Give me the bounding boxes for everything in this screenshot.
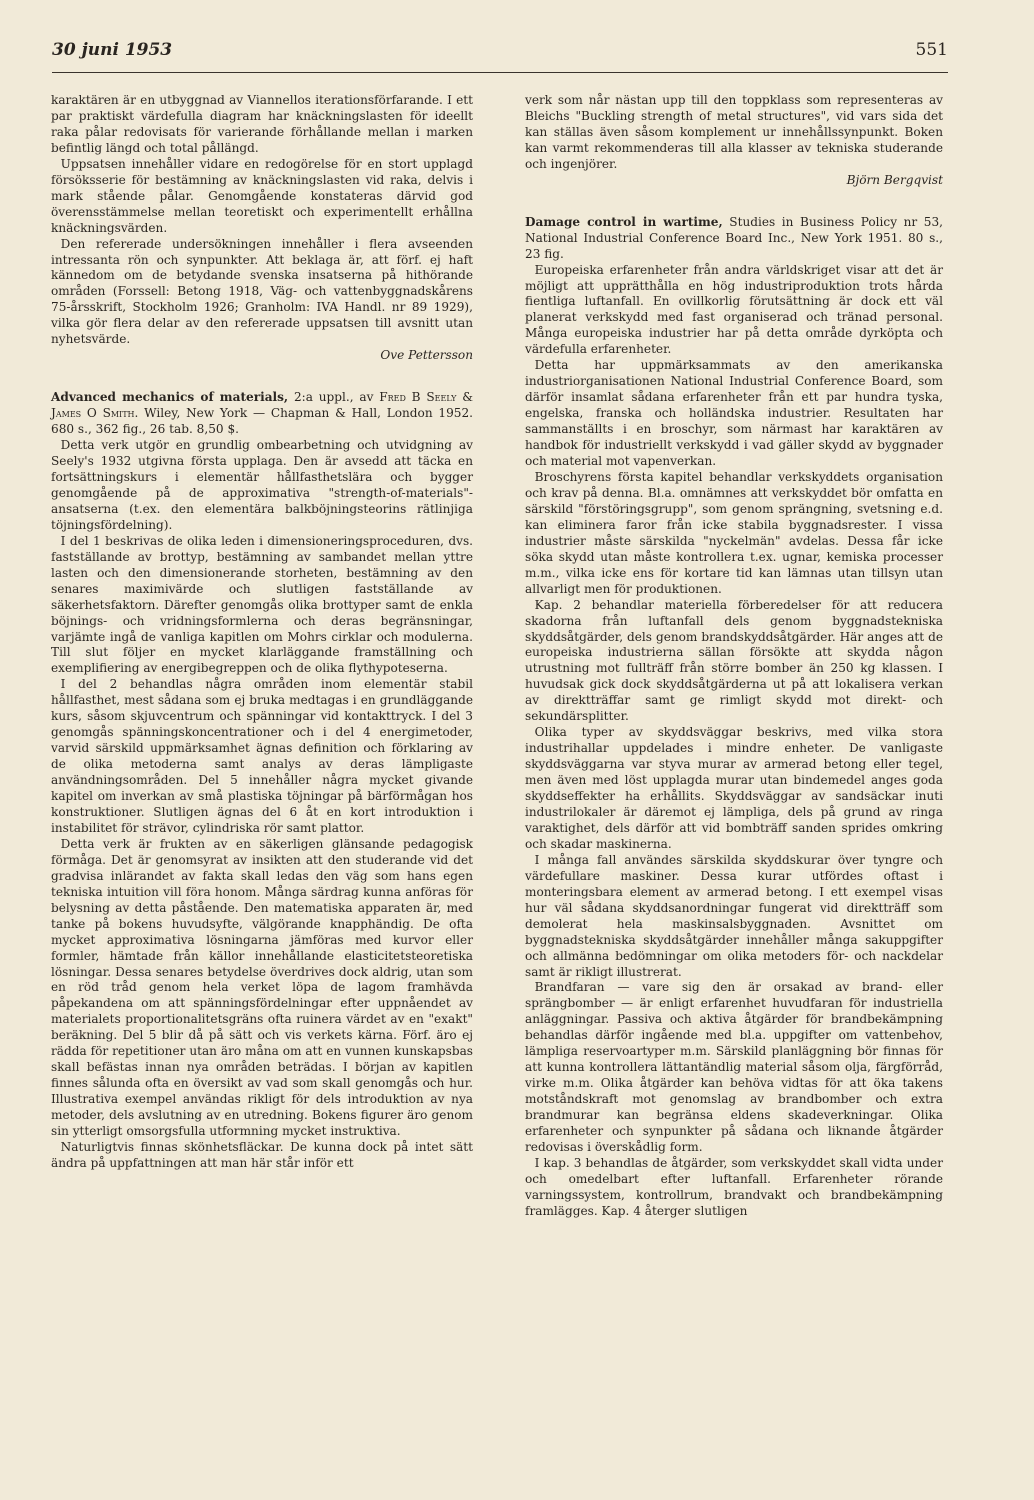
review-paragraph: Uppsatsen innehåller vidare en redogörelse för en stort upplagd försöksserie för bestämning av knäckningslasten vid raka, delvis i mark stående pålar. Genomgående konstateras därvid god överensstämmelse mellan teoretiskt och experimentellt erhållna knäckningsvärden. bbox=[51, 156, 473, 235]
review-paragraph: I kap. 3 behandlas de åtgärder, som verkskyddet skall vidta under och omedelbart efter luftanfall. Erfarenheter rörande varningssystem, kontrollrum, brandvakt och brandbekämpning framlägges. Kap. 4 återger slutligen bbox=[525, 1155, 943, 1218]
review-paragraph: Brandfaran — vare sig den är orsakad av brand- eller sprängbomber — är enligt erfarenhet huvudfaran för industriella anläggningar. Passiva och aktiva åtgärder för brandbekämpning behandlas därför ingående med bl.a. uppgifter om vattenbehov, lämpliga reservoartyper m.m. Särskild planläggning bör finnas för att kunna kontrollera lättantändlig material såsom olja, färgförråd, virke m.m. Olika åtgärder kan behöva vidtas för att öka takens motståndskraft mot genomslag av brandbomber och extra brandmurar kan begränsa eldens skadeverkningar. Olika erfarenheter och synpunkter på sådana och liknande åtgärder redovisas i överskådlig form. bbox=[525, 980, 943, 1154]
review-paragraph: Detta har uppmärksammats av den amerikanska industriorganisationen National Industrial Conference Board, som därför insamlat sådana erfarenheter från ett par hundra tyska, engelska, franska och holländska industrier. Resultaten har sammanställts i en broschyr, som närmast har karaktären av handbok för industriellt verkskydd i vad gäller skydd av byggnader och material mot vapenverkan. bbox=[525, 358, 943, 469]
section-gap bbox=[525, 189, 943, 215]
review-paragraph: Detta verk är frukten av en säkerligen glänsande pedagogisk förmåga. Det är genomsyrat av insikten att den studerande vid det gradvisa inlärandet av fakta skall ledas den väg som hans egen tekniska intuition vill föra honom. Många särdrag kunna anföras för belysning av detta påstående. Den matematiska apparaten är, med tanke på bokens huvudsyfte, välgörande knapphändig. De ofta mycket approximativa lösningarna jämföras med kurvor eller formler, hämtade från källor innehållande elasticitetsteoretiska lösningar. Dessa senares betydelse överdrives dock aldrig, utan som en röd tråd genom hela verket löpa de lagom framhävda påpekandena om att spänningsfördelningar efter uppnåendet av materialets proportionalitetsgräns ofta ruinera värdet av en "exakt" beräkning. Del 5 blir då på sätt och vis verkets kärna. Förf. äro ej rädda för repetitioner utan äro måna om att en vunnen kunskapsbas skall befästas innan nya områden beträdas. I början av kapitlen finnes sålunda ofta en översikt av vad som skall genomgås och hur. Illustrativa exempel användas rikligt för dels introduktion av nya metoder, dels avslutning av en utredning. Bokens figurer äro genom sin ytterligt omsorgsfulla utformning mycket instruktiva. bbox=[51, 836, 473, 1139]
review-paragraph: Den refererade undersökningen innehåller i flera avseenden intressanta rön och synpunkter. Att beklaga är, att förf. ej haft kännedom om de betydande svenska insatserna på hithörande områden (Forssell: Betong 1918, Väg- och vattenbyggnadskårens 75-årsskrift, Stockholm 1926; Granholm: IVA Handl. nr 89 1929), vilka gör flera delar av den refererade uppsatsen till avsnitt utan nyhetsvärde. bbox=[51, 236, 473, 347]
book-publisher-info: Studies in Business Policy nr 53, National Industrial Conference Board Inc., New York 1951. 80 s., 23 fig. bbox=[525, 214, 944, 261]
section-gap bbox=[51, 364, 473, 390]
review-paragraph: Olika typer av skyddsväggar beskrivs, med vilka stora industrihallar uppdelades i mindre enheter. De vanligaste skyddsväggarna var styva murar av armerad betong eller tegel, men även med löst upplagda murar utan bindemedel anges goda skyddseffekter ha erhållits. Skyddsväggar av sandsäckar inuti industrilokaler är däremot ej lämpliga, dels på grund av ringa varaktighet, dels därför att vid bombträff sanden sprides omkring och skadar maskinerna. bbox=[525, 725, 943, 851]
review-signature: Ove Pettersson bbox=[380, 348, 473, 363]
review-paragraph: Broschyrens första kapitel behandlar verkskyddets organisation och krav på denna. Bl.a. omnämnes att verkskyddet bör omfatta en särskild "förstöringsgrupp", som genom sprängning, svetsning e.d. kan eliminera faror från icke stabila byggnadsrester. I vissa industrier måste särskilda "nyckelmän" avdelas. Dessa får icke söka skydd utan måste kontrollera t.ex. ugnar, kemiska processer m.m., vilka icke ens för kortare tid kan lämnas utan tillsyn utan allvarligt men för produktionen. bbox=[525, 469, 943, 596]
author-separator: & bbox=[462, 390, 473, 405]
book-author: James O Smith bbox=[51, 406, 135, 421]
review-heading bbox=[525, 215, 943, 263]
review-heading bbox=[51, 390, 473, 438]
book-author: Fred B Seely bbox=[379, 390, 457, 405]
book-title: Damage control in wartime, bbox=[525, 214, 723, 229]
page-number: 551 bbox=[915, 40, 948, 60]
review-paragraph: I del 1 beskrivas de olika leden i dimensioneringsproceduren, dvs. fastställande av brottyp, bestämning av sambandet mellan yttre lasten och den dimensionerande storheten, bestämning av den senares maximivärde och slutligen fastställande av säkerhetsfaktorn. Därefter genomgås olika brottyper samt de enkla böjnings- och vridningsformlerna och deras begränsningar, varjämte ingå de vanliga kapitlen om Mohrs cirklar och modulerna. Till slut följer en mycket klarläggande framställning och exemplifiering av energibegreppen och de olika flythypoteserna. bbox=[51, 533, 473, 676]
review-paragraph: I många fall användes särskilda skyddskurar över tyngre och värdefullare maskiner. Dessa kurar utfördes oftast i monteringsbara element av armerad betong. I ett exempel visas hur väl sådana skyddsanordningar fungerat vid direktträff som demolerat hela maskinsalsbyggnaden. Avsnittet om byggnadstekniska skyddsåtgärder innehåller många sakuppgifter och allmänna bedömningar om olika metoders för- och nackdelar samt är rikligt illustrerat. bbox=[525, 852, 943, 979]
right-column bbox=[525, 93, 943, 1220]
header-rule bbox=[52, 72, 948, 73]
left-column bbox=[51, 93, 473, 1172]
page-header bbox=[52, 40, 948, 74]
review-paragraph: Europeiska erfarenheter från andra världskriget visar att det är möjligt att upprätthålla en hög industriproduktion trots hårda fientliga luftanfall. En ovillkorlig förutsättning är dock ett väl planerat verkskydd med fast organiserad och tränad personal. Många europeiska industrier har på detta område dyrköpta och värdefulla erfarenheter. bbox=[525, 262, 943, 357]
review-signature: Björn Bergqvist bbox=[846, 172, 943, 187]
review-paragraph: karaktären är en utbyggnad av Viannellos iterationsförfarande. I ett par praktiskt värdefulla diagram har knäckningslasten för ideellt raka pålar redovisats för varierande förhållande mellan i marken befintlig längd och total pållängd. bbox=[51, 93, 473, 155]
book-publisher-info: . Wiley, New York — Chapman & Hall, London 1952. 680 s., 362 fig., 26 tab. 8,50 $. bbox=[51, 406, 473, 437]
issue-date: 30 juni 1953 bbox=[52, 40, 173, 60]
review-paragraph: Naturligtvis finnas skönhetsfläckar. De kunna dock på intet sätt ändra på uppfattningen att man här står inför ett bbox=[51, 1140, 473, 1170]
book-title: Advanced mechanics of materials, bbox=[51, 390, 289, 405]
review-paragraph: I del 2 behandlas några områden inom elementär stabil hållfasthet, mest sådana som ej bruka medtagas i en grundläggande kurs, såsom skjuvcentrum och spänningar vid kontakttryck. I del 3 genomgås spänningskoncentrationer och i del 4 energimetoder, varvid särskild uppmärksamhet ägnas definition och förklaring av de olika metoderna samt analys av deras lämpligaste användningsområden. Del 5 innehåller några mycket givande kapitel om inverkan av små plastiska töjningar på bärförmågan hos konstruktioner. Slutligen ägnas del 6 åt en kort introduktion i instabilitet för strävor, cylindriska rör samt plattor. bbox=[51, 677, 473, 835]
review-paragraph: Kap. 2 behandlar materiella förberedelser för att reducera skadorna från luftanfall dels genom byggnadstekniska skyddsåtgärder, dels genom brandskyddsåtgärder. Här anges att de europeiska industrierna sällan försökte att skydda någon utrustning mot fullträff från större bomber än 250 kg klassen. I huvudsak gick dock skyddsåtgärderna ut på att lokalisera verkan av direktträffar samt ge rimligt skydd mot direkt- och sekundärsplitter. bbox=[525, 597, 943, 724]
review-paragraph: verk som når nästan upp till den toppklass som representeras av Bleichs "Buckling strength of metal structures", vid vars sida det kan ställas även såsom komplement ur innehållssynpunkt. Boken kan varmt rekommenderas till alla klasser av tekniska studerande och ingenjörer. bbox=[525, 93, 943, 171]
review-paragraph: Detta verk utgör en grundlig ombearbetning och utvidgning av Seely's 1932 utgivna första upplaga. Den är avsedd att täcka en fortsättningskurs i elementär hållfasthetslära och bygger genomgående på de approximativa "strength-of-materials"-ansatserna (t.ex. den elementära balkböjningsteorins rätlinjiga töjningsfördelning). bbox=[51, 438, 473, 532]
book-edition: 2:a uppl., av bbox=[293, 390, 374, 405]
